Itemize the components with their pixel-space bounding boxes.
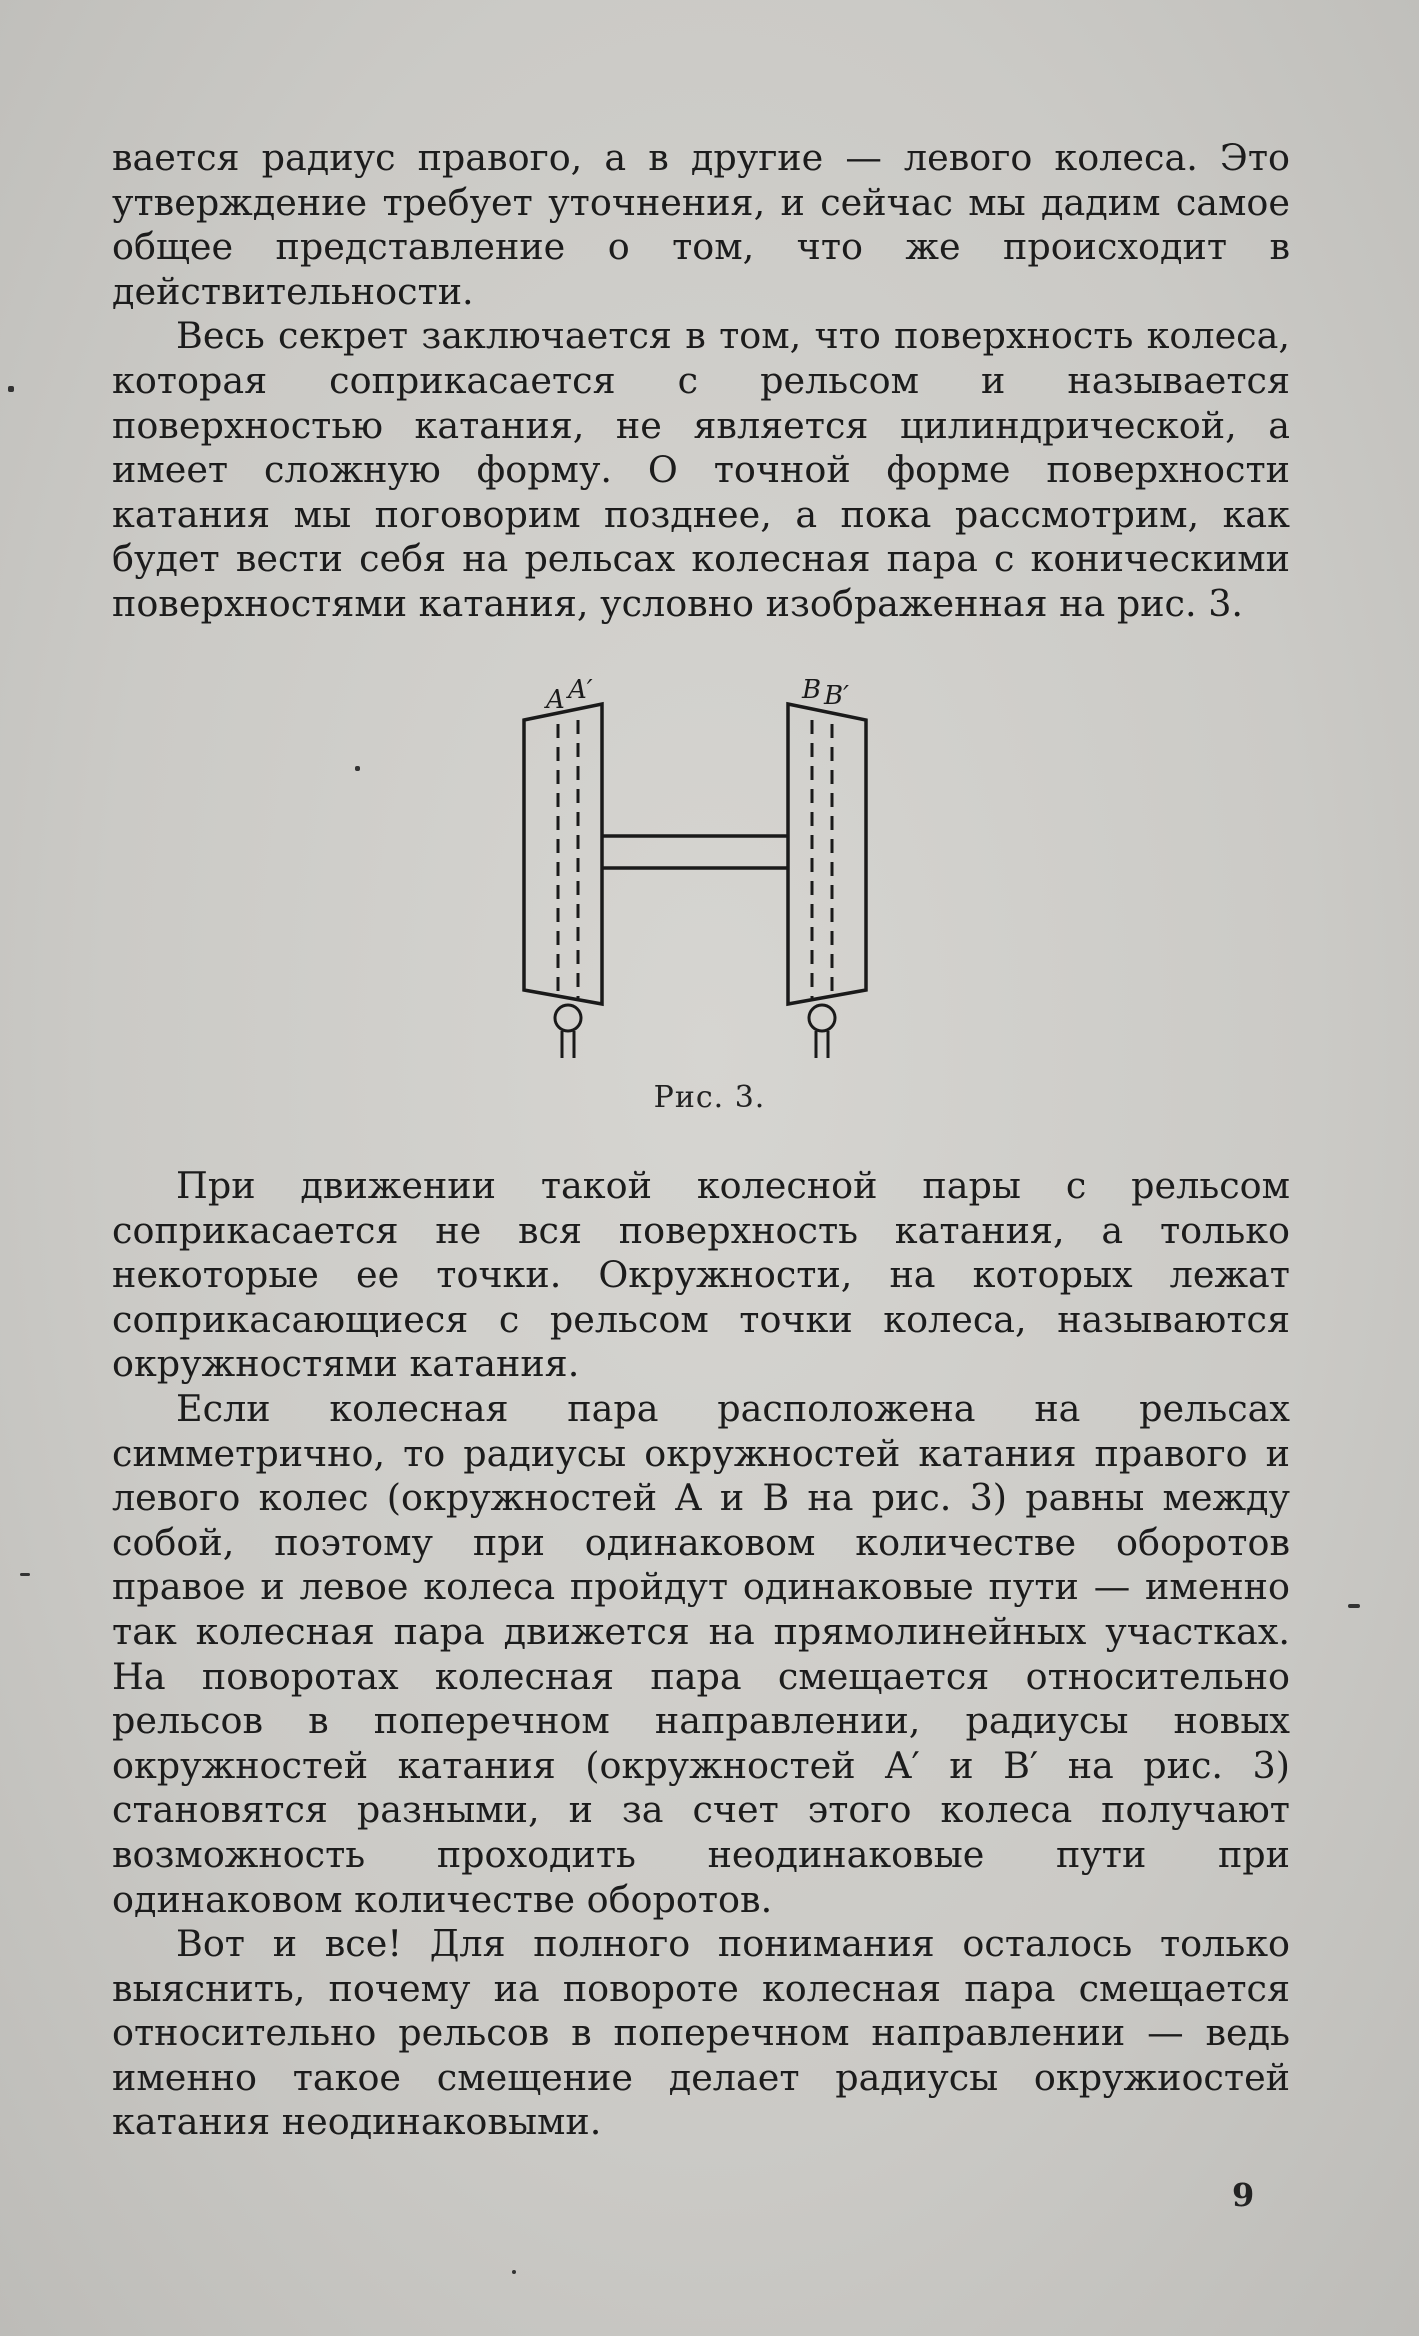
paragraph-secret: Весь секрет заключается в том, что поверхность колеса, которая соприкасается с рельсом и называется поверхностью катания, не является цилиндрической, а имеет сложную форму. О точной форме поверхности катания мы поговорим позднее, а пока рассмотрим, как будет вести себя на рельсах колесная пара с коническими поверхностями катания, условно изображенная на рис. 3. <box>112 314 1290 625</box>
text-block-bottom <box>112 1164 1290 2145</box>
scan-speck <box>8 386 14 392</box>
scan-speck <box>512 2270 516 2274</box>
label-a-prime: A′ <box>568 675 593 705</box>
right-rail-head <box>809 1005 835 1031</box>
axle-outline <box>602 836 788 868</box>
wheelset-diagram <box>500 660 900 1070</box>
text-block-top <box>112 136 1290 627</box>
scan-speck <box>20 1573 30 1576</box>
label-b: B <box>802 675 822 705</box>
figure-caption: Рис. 3. <box>653 1080 766 1115</box>
paragraph-conclusion: Вот и все! Для полного понимания осталось только выяснить, почему иа повороте колесная пара смещается относительно рельсов в поперечном направлении — ведь именно такое смещение делает радиусы окружиостей катания неодинаковыми. <box>112 1922 1290 2144</box>
left-rail-head <box>555 1005 581 1031</box>
label-a: A <box>546 685 565 715</box>
left-wheel-outline <box>524 704 602 1004</box>
scan-speck <box>1348 1604 1360 1608</box>
scan-speck <box>355 766 360 771</box>
paragraph-contact: При движении такой колесной пары с рельсом соприкасается не вся поверхность катания, а только некоторые ее точки. Окружности, на которых лежат соприкасающиеся с рельсом точки колеса, называются окружностями катания. <box>112 1164 1290 1386</box>
label-b-prime: B′ <box>824 681 850 711</box>
right-wheel-outline <box>788 704 866 1004</box>
figure-wheelset <box>500 660 900 1070</box>
paragraph-continuation: вается радиус правого, а в другие — левого колеса. Это утверждение требует уточнения, и сейчас мы дадим самое общее представление о том, что же происходит в действительности. <box>112 136 1290 313</box>
page-number: 9 <box>1232 2176 1255 2214</box>
paragraph-symmetric: Если колесная пара расположена на рельсах симметрично, то радиусы окружностей катания правого и левого колес (окружностей A и B на рис. 3) равны между собой, поэтому при одинаковом количестве оборотов правое и левое колеса пройдут одинаковые пути — именно так колесная пара движется на прямолинейных участках. На поворотах колесная пара смещается относительно рельсов в поперечном направлении, радиусы новых окружностей катания (окружностей A′ и B′ на рис. 3) становятся разными, и за счет этого колеса получают возможность проходить неодинаковые пути при одинаковом количестве оборотов. <box>112 1386 1290 1921</box>
